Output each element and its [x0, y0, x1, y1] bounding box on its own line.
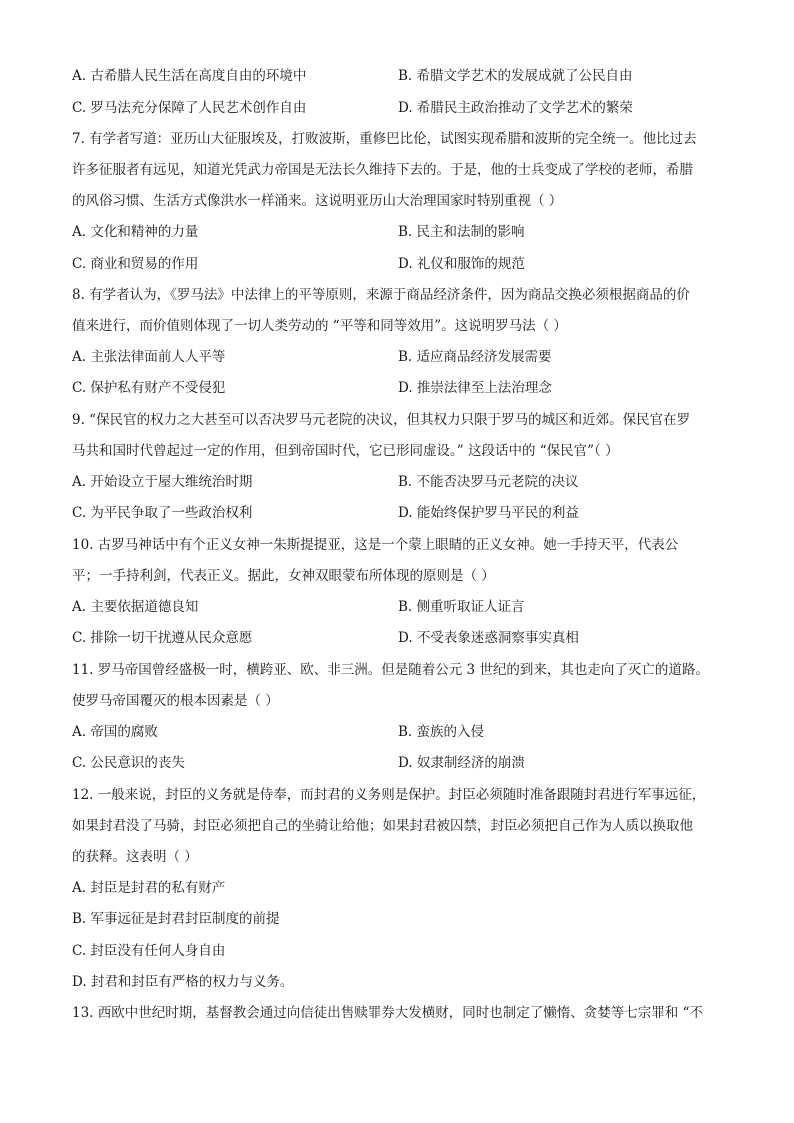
q11-option-c[interactable]: C. 公民意识的丧失: [72, 755, 185, 771]
q12-stem-line-3: 的获释。这表明（ ）: [72, 849, 198, 865]
q6-option-d[interactable]: D. 希腊民主政治推动了文学艺术的繁荣: [398, 100, 633, 116]
q11-stem-line-1: 11. 罗马帝国曾经盛极一时，横跨亚、欧、非三洲。但是随着公元 3 世纪的到来，其也走向了灭亡的道路。: [72, 662, 709, 678]
q6-option-b[interactable]: B. 希腊文学艺术的发展成就了公民自由: [398, 68, 633, 84]
q13-stem-line-1: 13. 西欧中世纪时期，基督教会通过向信徒出售赎罪券大发横财，同时也制定了懒惰、贪婪等七宗罪和 “不: [72, 1005, 703, 1021]
q7-options-row-2: [72, 254, 722, 274]
q8-option-b[interactable]: B. 适应商品经济发展需要: [398, 349, 552, 365]
q9-options-row-2: [72, 503, 722, 523]
q12-option-c[interactable]: C. 封臣没有任何人身自由: [72, 943, 226, 959]
q11-option-a[interactable]: A. 帝国的腐败: [72, 724, 158, 740]
q6-option-a[interactable]: A. 古希腊人民生活在高度自由的环境中: [72, 68, 307, 84]
q11-stem-line-2: 使罗马帝国覆灭的根本因素是（ ）: [72, 693, 279, 709]
q9-options-row-1: [72, 472, 722, 492]
q6-option-c[interactable]: C. 罗马法充分保障了人民艺术创作自由: [72, 100, 307, 116]
q11-options-row-1: [72, 722, 722, 742]
q10-option-d[interactable]: D. 不受表象迷惑洞察事实真相: [398, 630, 579, 646]
q9-option-c[interactable]: C. 为平民争取了一些政治权利: [72, 505, 253, 521]
q8-options-row-2: [72, 378, 722, 398]
q7-stem-line-3: 的风俗习惯、生活方式像洪水一样涌来。这说明亚历山大治理国家时特别重视（ ）: [72, 193, 563, 209]
q6-options-row-2: [72, 98, 722, 118]
q10-option-a[interactable]: A. 主要依据道德良知: [72, 599, 199, 615]
q11-option-d[interactable]: D. 奴隶制经济的崩溃: [398, 755, 525, 771]
q10-options-row-2: [72, 628, 722, 648]
q12-option-b[interactable]: B. 军事远征是封君封臣制度的前提: [72, 911, 280, 927]
q7-options-row-1: [72, 222, 722, 242]
q12-option-d[interactable]: D. 封君和封臣有严格的权力与义务。: [72, 974, 294, 990]
q7-stem-line-2: 许多征服者有远见，知道光凭武力帝国是无法长久维持下去的。于是，他的士兵变成了学校的老师，希腊: [72, 162, 693, 178]
q8-option-c[interactable]: C. 保护私有财产不受侵犯: [72, 380, 226, 396]
q8-stem-line-1: 8. 有学者认为，《罗马法》中法律上的平等原则，来源于商品经济条件，因为商品交换必须根据商品的价: [72, 287, 690, 303]
q9-stem-line-2: 马共和国时代曾起过一定的作用，但到帝国时代，它已形同虚设。” 这段话中的 “保民官”（ ）: [72, 443, 619, 459]
q8-option-d[interactable]: D. 推崇法律至上法治理念: [398, 380, 552, 396]
q12-option-a[interactable]: A. 封臣是封君的私有财产: [72, 880, 226, 896]
q7-option-b[interactable]: B. 民主和法制的影响: [398, 224, 525, 240]
q10-stem-line-2: 平；一手持利剑，代表正义。据此，女神双眼蒙布所体现的原则是（ ）: [72, 568, 495, 584]
q7-option-a[interactable]: A. 文化和精神的力量: [72, 224, 199, 240]
q11-option-b[interactable]: B. 蛮族的入侵: [398, 724, 485, 740]
q9-option-a[interactable]: A. 开始设立于屋大维统治时期: [72, 474, 253, 490]
q9-option-b[interactable]: B. 不能否决罗马元老院的决议: [398, 474, 579, 490]
q11-options-row-2: [72, 753, 722, 773]
q9-option-d[interactable]: D. 能始终保护罗马平民的利益: [398, 505, 579, 521]
q12-stem-line-1: 12. 一般来说，封臣的义务就是侍奉，而封君的义务则是保护。封臣必须随时准备跟随封君进行军事远征，: [72, 787, 706, 803]
q10-stem-line-1: 10. 古罗马神话中有个正义女神一朱斯提提亚，这是一个蒙上眼睛的正义女神。她一手持天平，代表公: [72, 537, 679, 553]
q7-option-d[interactable]: D. 礼仪和服饰的规范: [398, 256, 525, 272]
q10-option-b[interactable]: B. 侧重听取证人证言: [398, 599, 525, 615]
q6-options-row-1: [72, 66, 722, 86]
q9-stem-line-1: 9. “保民官的权力之大甚至可以否决罗马元老院的决议，但其权力只限于罗马的城区和近郊。保民官在罗: [72, 412, 691, 428]
q8-option-a[interactable]: A. 主张法律面前人人平等: [72, 349, 226, 365]
q8-options-row-1: [72, 347, 722, 367]
q12-stem-line-2: 如果封君没了马骑，封臣必须把自己的坐骑让给他；如果封君被囚禁，封臣必须把自己作为人质以换取他: [72, 818, 693, 834]
q10-option-c[interactable]: C. 排除一切干扰遵从民众意愿: [72, 630, 253, 646]
q7-stem-line-1: 7. 有学者写道：亚历山大征服埃及，打败波斯，重修巴比伦，试图实现希腊和波斯的完全统一。他比过去: [72, 131, 697, 147]
q7-option-c[interactable]: C. 商业和贸易的作用: [72, 256, 199, 272]
q10-options-row-1: [72, 597, 722, 617]
q8-stem-line-2: 值来进行，而价值则体现了一切人类劳动的 “平等和同等效用”。这说明罗马法（ ）: [72, 318, 567, 334]
